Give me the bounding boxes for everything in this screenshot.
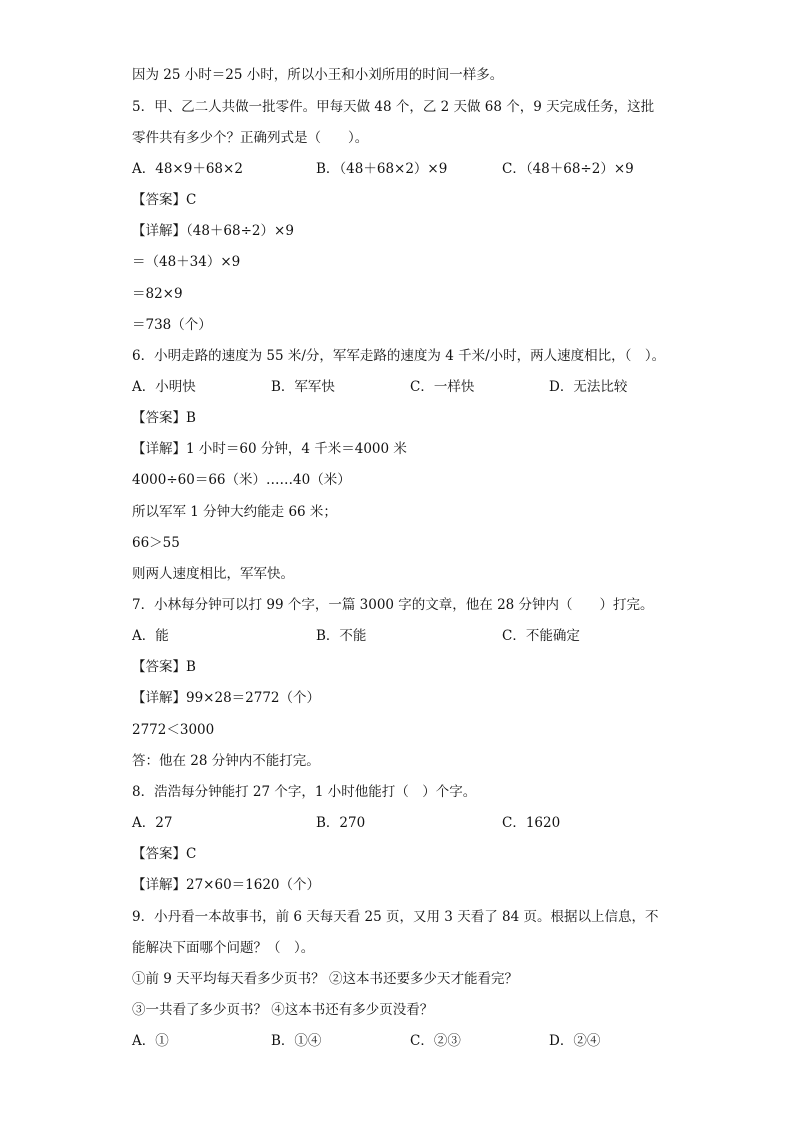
q8-option-b: B．270: [316, 815, 366, 831]
q6-detail: 则两人速度相比，军军快。: [132, 566, 294, 582]
q7-option-c: C．不能确定: [502, 628, 580, 644]
q8-answer: 【答案】C: [132, 846, 197, 862]
question-8-stem: 8．浩浩每分钟能打 27 个字，1 小时他能打（ ）个字。: [132, 784, 477, 800]
question-9-subitems: ①前 9 天平均每天看多少页书？ ②这本书还要多少天才能看完？: [132, 971, 518, 987]
q9-option-c: C．②③: [410, 1033, 461, 1049]
q5-option-c: C．（48＋68÷2）×9: [502, 161, 634, 177]
q5-detail: ＝（48＋34）×9: [132, 254, 241, 270]
question-7-stem: 7．小林每分钟可以打 99 个字，一篇 3000 字的文章，他在 28 分钟内（ ）打完。: [132, 597, 654, 613]
q6-option-a: A．小明快: [132, 379, 196, 395]
q6-option-b: B．军军快: [271, 379, 335, 395]
question-5-stem: 5．甲、乙二人共做一批零件。甲每天做 48 个，乙 2 天做 68 个，9 天完成任务，这批: [132, 99, 655, 115]
q9-option-b: B．①④: [271, 1033, 322, 1049]
q6-detail: 【详解】1 小时＝60 分钟，4 千米＝4000 米: [132, 441, 407, 457]
q6-option-c: C．一样快: [410, 379, 475, 395]
q5-option-b: B．（48＋68×2）×9: [316, 161, 448, 177]
q6-option-d: D．无法比较: [549, 379, 628, 395]
q7-detail: 2772＜3000: [132, 722, 215, 738]
question-9-subitems: ③一共看了多少页书？ ④这本书还有多少页没看？: [132, 1002, 434, 1018]
q7-answer: 【答案】B: [132, 659, 196, 675]
q7-option-a: A．能: [132, 628, 169, 644]
q7-detail: 答：他在 28 分钟内不能打完。: [132, 753, 320, 769]
q5-detail: ＝82×9: [132, 286, 183, 302]
question-6-stem: 6．小明走路的速度为 55 米/分，军军走路的速度为 4 千米/小时，两人速度相比，（ ）。: [132, 348, 666, 364]
q9-option-a: A．①: [132, 1033, 169, 1049]
q6-detail: 所以军军 1 分钟大约能走 66 米；: [132, 504, 337, 520]
q5-detail: ＝738（个）: [132, 317, 212, 333]
q8-option-a: A．27: [132, 815, 173, 831]
q9-option-d: D．②④: [549, 1033, 601, 1049]
q6-answer: 【答案】B: [132, 410, 196, 426]
question-9-stem-cont: 能解决下面哪个问题？（ ）。: [132, 940, 315, 956]
q5-detail: 【详解】（48＋68÷2）×9: [132, 223, 294, 239]
q8-option-c: C．1620: [502, 815, 561, 831]
q7-detail: 【详解】99×28＝2772（个）: [132, 690, 321, 706]
q8-detail: 【详解】27×60＝1620（个）: [132, 877, 321, 893]
question-9-stem: 9．小丹看一本故事书，前 6 天每天看 25 页，又用 3 天看了 84 页。根据以上信息，不: [132, 909, 659, 925]
q5-option-a: A．48×9＋68×2: [132, 161, 243, 177]
q5-answer: 【答案】C: [132, 192, 197, 208]
text-line: 因为 25 小时＝25 小时，所以小王和小刘所用的时间一样多。: [132, 67, 504, 83]
question-5-stem-cont: 零件共有多少个？正确列式是（ ）。: [132, 130, 369, 146]
q6-detail: 4000÷60＝66（米）……40（米）: [132, 472, 351, 488]
q7-option-b: B．不能: [316, 628, 367, 644]
q6-detail: 66＞55: [132, 535, 180, 551]
